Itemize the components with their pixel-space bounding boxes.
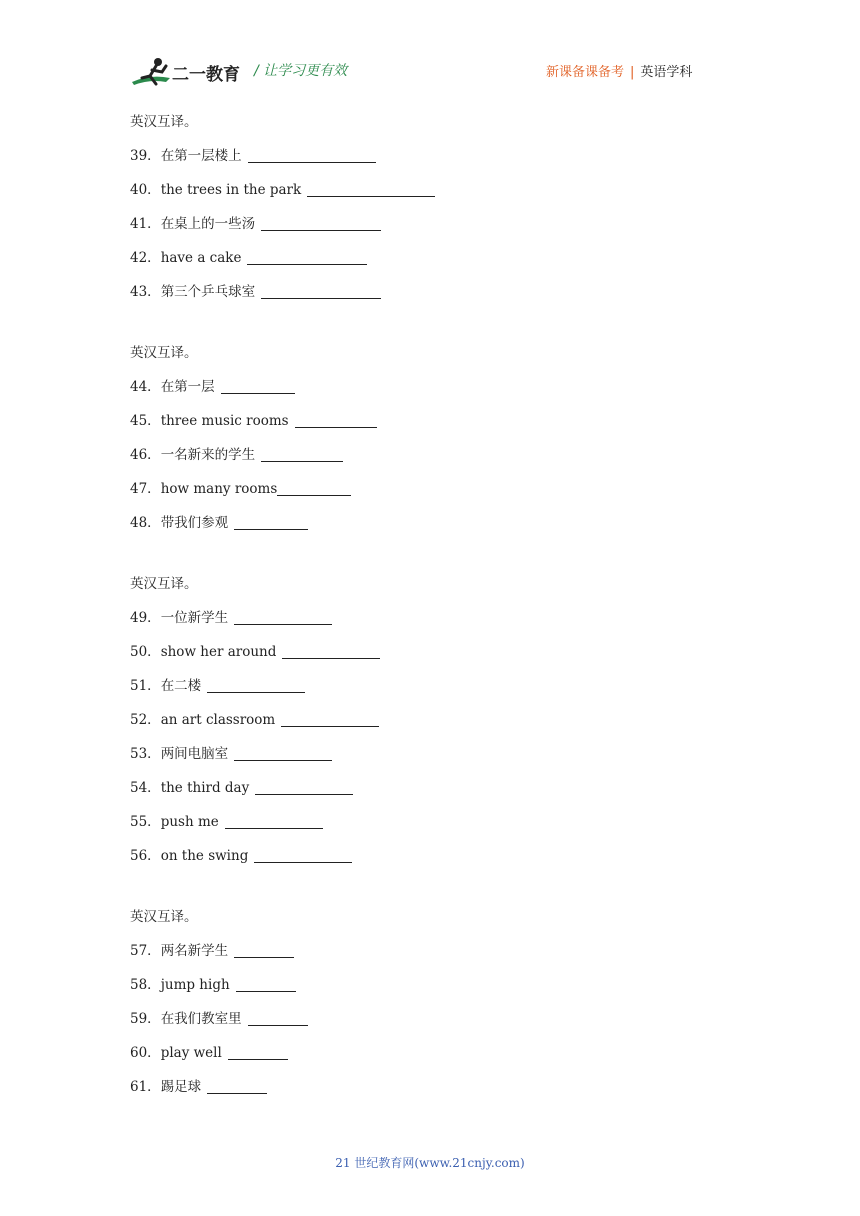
exercise-item (130, 939, 730, 973)
exercise-section (130, 110, 730, 314)
item-number: 55． (130, 814, 161, 830)
exercise-item (130, 375, 730, 409)
slogan-text: / 让学习更有效 (254, 63, 348, 79)
answer-blank[interactable] (234, 746, 332, 761)
subject-label: 英语学科 (640, 65, 693, 80)
answer-blank[interactable] (221, 379, 295, 394)
item-text: 在二楼 (160, 678, 202, 694)
item-text: an art classroom (160, 712, 276, 728)
answer-blank[interactable] (254, 848, 352, 863)
section-title: 英汉互译。 (130, 345, 198, 361)
section-title: 英汉互译。 (130, 114, 198, 130)
exercise-item (130, 640, 730, 674)
exercise-item (130, 776, 730, 810)
item-number: 56． (130, 848, 161, 864)
answer-blank[interactable] (234, 515, 308, 530)
item-number: 39． (130, 148, 161, 164)
answer-blank[interactable] (261, 216, 381, 231)
section-title: 英汉互译。 (130, 576, 198, 592)
item-text: 两间电脑室 (160, 746, 229, 762)
exercise-item (130, 708, 730, 742)
item-number: 40． (130, 182, 161, 198)
course-label: 新课备课备考 (546, 65, 625, 80)
item-number: 50． (130, 644, 161, 660)
exercise-item (130, 178, 730, 212)
exercise-item (130, 477, 730, 511)
exercise-item (130, 844, 730, 878)
answer-blank[interactable] (234, 610, 332, 625)
item-number: 61． (130, 1079, 161, 1095)
item-number: 42． (130, 250, 161, 266)
exercise-item (130, 810, 730, 844)
item-text: 在我们教室里 (160, 1011, 242, 1027)
item-number: 45． (130, 413, 161, 429)
answer-blank[interactable] (281, 712, 379, 727)
item-number: 49． (130, 610, 161, 626)
svg-text:二一教育: 二一教育 (172, 65, 240, 85)
item-text: 带我们参观 (160, 515, 229, 531)
exercise-section (130, 905, 730, 1109)
item-text: 两名新学生 (160, 943, 229, 959)
item-text: 踢足球 (160, 1079, 202, 1095)
exercise-item (130, 742, 730, 776)
exercise-item (130, 1075, 730, 1109)
exercise-section (130, 572, 730, 878)
item-text: 在第一层楼上 (160, 148, 242, 164)
answer-blank[interactable] (248, 148, 376, 163)
item-text: the trees in the park (160, 182, 302, 198)
runner-logo-icon (130, 56, 242, 90)
exercise-item (130, 511, 730, 545)
item-text: how many rooms (160, 481, 278, 497)
item-number: 48． (130, 515, 161, 531)
item-number: 53． (130, 746, 161, 762)
item-text: 在桌上的一些汤 (160, 216, 256, 232)
answer-blank[interactable] (255, 780, 353, 795)
item-text: show her around (160, 644, 277, 660)
item-number: 57． (130, 943, 161, 959)
answer-blank[interactable] (228, 1045, 288, 1060)
answer-blank[interactable] (236, 977, 296, 992)
brand-logo (130, 56, 242, 90)
item-number: 58． (130, 977, 161, 993)
answer-blank[interactable] (207, 678, 305, 693)
item-number: 46． (130, 447, 161, 463)
page-header (0, 0, 860, 100)
exercise-content (130, 110, 730, 1136)
item-number: 54． (130, 780, 161, 796)
item-text: three music rooms (160, 413, 289, 429)
exercise-item (130, 409, 730, 443)
item-text: push me (160, 814, 219, 830)
item-text: 第三个乒乓球室 (160, 284, 256, 300)
item-number: 51． (130, 678, 161, 694)
item-text: jump high (160, 977, 230, 993)
item-text: 一名新来的学生 (160, 447, 256, 463)
exercise-item (130, 144, 730, 178)
answer-blank[interactable] (248, 1011, 308, 1026)
header-separator: | (630, 65, 635, 80)
exercise-section (130, 341, 730, 545)
exercise-item (130, 1041, 730, 1075)
exercise-item (130, 1007, 730, 1041)
answer-blank[interactable] (234, 943, 294, 958)
exercise-item (130, 246, 730, 280)
item-text: the third day (160, 780, 250, 796)
answer-blank[interactable] (307, 182, 435, 197)
item-number: 59． (130, 1011, 161, 1027)
answer-blank[interactable] (261, 284, 381, 299)
item-number: 47． (130, 481, 161, 497)
exercise-item (130, 443, 730, 477)
item-number: 52． (130, 712, 161, 728)
item-number: 44． (130, 379, 161, 395)
item-text: 一位新学生 (160, 610, 229, 626)
section-title: 英汉互译。 (130, 909, 198, 925)
page-footer: 21 世纪教育网(www.21cnjy.com) (335, 1156, 525, 1170)
item-number: 43． (130, 284, 161, 300)
answer-blank[interactable] (247, 250, 367, 265)
exercise-item (130, 973, 730, 1007)
exercise-item (130, 212, 730, 246)
header-course-info (546, 61, 692, 80)
answer-blank[interactable] (282, 644, 380, 659)
answer-blank[interactable] (207, 1079, 267, 1094)
item-text: on the swing (160, 848, 249, 864)
item-text: play well (160, 1045, 222, 1061)
exercise-item (130, 606, 730, 640)
item-number: 60． (130, 1045, 161, 1061)
item-text: have a cake (160, 250, 242, 266)
answer-blank[interactable] (261, 447, 343, 462)
item-number: 41． (130, 216, 161, 232)
answer-blank[interactable] (277, 481, 351, 496)
item-text: 在第一层 (160, 379, 215, 395)
answer-blank[interactable] (295, 413, 377, 428)
exercise-item (130, 280, 730, 314)
exercise-item (130, 674, 730, 708)
answer-blank[interactable] (225, 814, 323, 829)
